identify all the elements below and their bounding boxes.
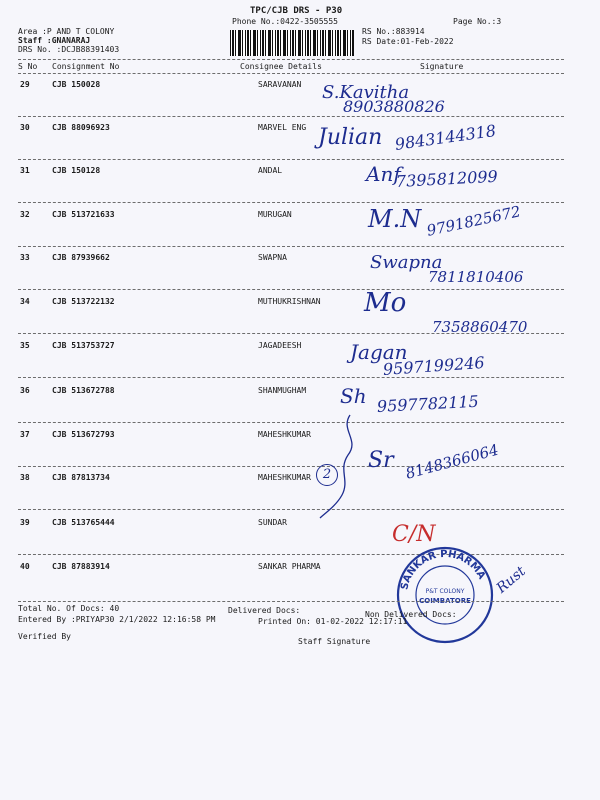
barcode bbox=[230, 30, 354, 56]
phone-number: Phone No.:0422-3505555 bbox=[232, 17, 338, 26]
stamp-text-inner: COIMBATORE bbox=[419, 597, 471, 605]
delivered-docs: Delivered Docs: bbox=[228, 606, 301, 615]
row-consignee-name: JAGADEESH bbox=[258, 341, 302, 350]
row-sno: 40 bbox=[20, 562, 30, 571]
row-sno: 34 bbox=[20, 297, 30, 306]
row-signature: Sh bbox=[340, 384, 367, 408]
row-signature: Sr bbox=[368, 448, 394, 473]
row-consignment-no: CJB 513765444 bbox=[52, 518, 115, 527]
row-phone: 7358860470 bbox=[432, 318, 528, 336]
row-phone: 8903880826 bbox=[343, 97, 445, 116]
staff-signature: Staff Signature bbox=[298, 637, 371, 646]
row-consignment-no: CJB 150028 bbox=[52, 80, 101, 89]
row-consignment-no: CJB 513753727 bbox=[52, 341, 115, 350]
row-consignee-name: ANDAL bbox=[258, 166, 283, 175]
row-consignment-no: CJB 513722132 bbox=[52, 297, 115, 306]
scribble-mark bbox=[310, 410, 370, 520]
row-consignment-no: CJB 513672788 bbox=[52, 386, 115, 395]
row-phone: 9597782115 bbox=[376, 391, 480, 416]
row-divider bbox=[18, 289, 564, 290]
row-consignee-name: SWAPNA bbox=[258, 253, 287, 262]
drs-number: DRS No. :DCJB88391403 bbox=[18, 45, 120, 54]
rs-date: RS Date:01-Feb-2022 bbox=[362, 37, 454, 46]
row-divider bbox=[18, 116, 564, 117]
row-signature: Julian bbox=[318, 125, 383, 150]
row-sno: 38 bbox=[20, 473, 30, 482]
divider bbox=[18, 73, 564, 74]
row-consignment-no: CJB 87883914 bbox=[52, 562, 110, 571]
col-signature: Signature bbox=[420, 62, 464, 71]
row-sno: 35 bbox=[20, 341, 30, 350]
cn-mark: C/N bbox=[392, 522, 436, 547]
non-delivered-docs: Non Delivered Docs: bbox=[365, 610, 457, 619]
row-divider bbox=[18, 202, 564, 203]
entered-by: Entered By :PRIYAP30 2/1/2022 12:16:58 PM bbox=[18, 615, 216, 624]
printed-on: Printed On: 01-02-2022 12:17:11 bbox=[258, 617, 408, 626]
row-signature: Jagan bbox=[350, 340, 408, 364]
col-details: Consignee Details bbox=[240, 62, 322, 71]
row-sno: 30 bbox=[20, 123, 30, 132]
row-consignment-no: CJB 88096923 bbox=[52, 123, 110, 132]
row-sno: 39 bbox=[20, 518, 30, 527]
row-consignee-name: MAHESHKUMAR bbox=[258, 430, 311, 439]
circled-mark: 2 bbox=[316, 464, 338, 486]
col-sno: S No bbox=[18, 62, 38, 71]
row-sno: 31 bbox=[20, 166, 30, 175]
row-consignment-no: CJB 87939662 bbox=[52, 253, 110, 262]
row-consignee-name: SARAVANAN bbox=[258, 80, 302, 89]
rs-number: RS No.:883914 bbox=[362, 27, 425, 36]
row-phone: 9597199246 bbox=[382, 352, 486, 379]
divider bbox=[18, 59, 564, 60]
row-divider bbox=[18, 466, 564, 467]
row-divider bbox=[18, 159, 564, 160]
page-number: Page No.:3 bbox=[453, 17, 502, 26]
row-consignee-name: SUNDAR bbox=[258, 518, 287, 527]
row-phone: 8148366064 bbox=[403, 440, 501, 483]
row-divider bbox=[18, 422, 564, 423]
row-consignment-no: CJB 87813734 bbox=[52, 473, 110, 482]
row-divider bbox=[18, 333, 564, 334]
area-label: Area :P AND T COLONY bbox=[18, 27, 115, 36]
row-signature: Anf bbox=[366, 162, 401, 186]
row-divider bbox=[18, 509, 564, 510]
row-consignee-name: SANKAR PHARMA bbox=[258, 562, 321, 571]
row-divider bbox=[18, 377, 564, 378]
row-consignee-name: MUTHUKRISHNAN bbox=[258, 297, 321, 306]
row-consignment-no: CJB 513672793 bbox=[52, 430, 115, 439]
row-phone: 7811810406 bbox=[428, 268, 524, 286]
row-phone: 9791825672 bbox=[425, 202, 523, 240]
row-phone: 9843144318 bbox=[393, 120, 498, 154]
stamp-text-outer: SANKAR PHARMA bbox=[399, 548, 488, 591]
staff-label: Staff :GNANARAJ bbox=[18, 36, 91, 45]
row-consignee-name: MAHESHKUMAR bbox=[258, 473, 311, 482]
row-consignee-name: SHANMUGHAM bbox=[258, 386, 307, 395]
row-sno: 36 bbox=[20, 386, 30, 395]
row-consignee-name: MARVEL ENG bbox=[258, 123, 307, 132]
row-consignee-name: MURUGAN bbox=[258, 210, 292, 219]
row-sno: 33 bbox=[20, 253, 30, 262]
row-divider bbox=[18, 246, 564, 247]
row-consignment-no: CJB 150128 bbox=[52, 166, 101, 175]
company-stamp bbox=[395, 545, 495, 645]
svg-text:SANKAR PHARMA bbox=[399, 549, 487, 591]
row-signature: S.Kavitha bbox=[322, 82, 410, 103]
verified-by: Verified By bbox=[18, 632, 71, 641]
stamp-text-middle: P&T COLONY bbox=[425, 588, 465, 595]
row-sno: 29 bbox=[20, 80, 30, 89]
stamp-initial: Rust bbox=[493, 563, 529, 597]
row-signature: Swapna bbox=[370, 252, 443, 273]
row-consignment-no: CJB 513721633 bbox=[52, 210, 115, 219]
row-sno: 37 bbox=[20, 430, 30, 439]
row-signature: M.N bbox=[368, 205, 422, 233]
row-sno: 32 bbox=[20, 210, 30, 219]
col-consignment: Consignment No bbox=[52, 62, 120, 71]
document-title: TPC/CJB DRS - P30 bbox=[250, 6, 343, 16]
row-signature: Mo bbox=[364, 288, 407, 318]
row-phone: 7395812099 bbox=[395, 166, 499, 191]
divider bbox=[18, 601, 564, 602]
total-docs: Total No. Of Docs: 40 bbox=[18, 604, 120, 613]
